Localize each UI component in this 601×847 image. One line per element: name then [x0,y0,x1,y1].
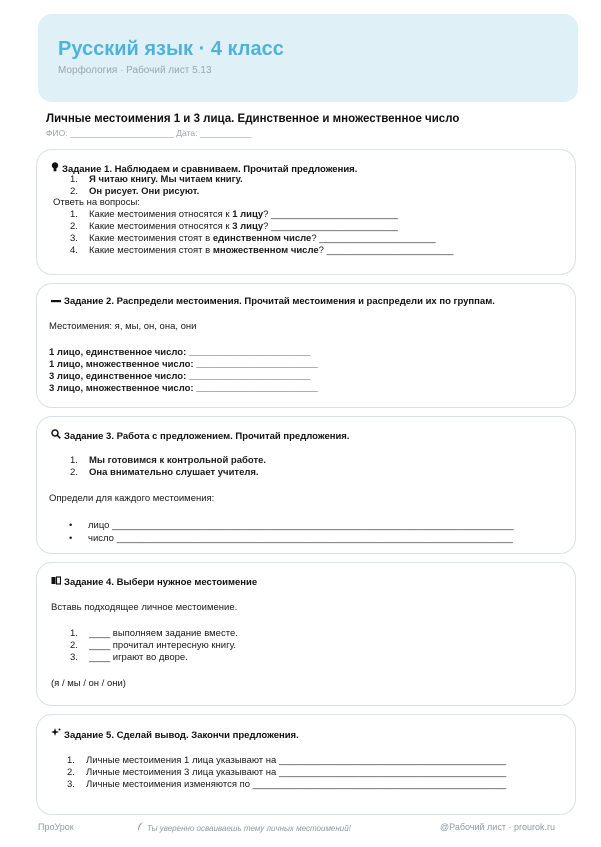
task2-title-row [51,296,495,307]
task5-item-3[interactable]: 3. Личные местоимения изменяются по ________________________________________________ [67,779,507,790]
task3-sentence-2: 2. Она внимательно слушает учителя. [70,467,259,478]
task3-sentence-1: 1. Мы готовимся к контрольной работе. [70,455,267,466]
task5-card [36,714,576,815]
task4-item-1[interactable]: 1. ____ выполняем задание вместе. [70,628,238,639]
sparkle-icon [51,728,61,740]
task2-pronouns: Местоимения: я, мы, он, она, они [49,321,197,332]
task2-group-3[interactable]: 3 лицо, единственное число: _______________________ [49,371,311,382]
footer-brand: ПроУрок [38,822,74,832]
task4-item-3[interactable]: 3. ____ играют во дворе. [70,652,188,663]
page-subtitle: Морфология · Рабочий лист 5.13 [58,65,212,76]
task1-question-2[interactable]: 2. Какие местоимения относятся к 3 лицу? ________________________ [70,221,398,232]
task4-item-2[interactable]: 2. ____ прочитал интересную книгу. [70,640,237,651]
book-icon [51,576,61,587]
task1-question-4[interactable]: 4. Какие местоимения стоят в множественном числе? ________________________ [70,245,454,256]
lightbulb-icon [51,162,59,174]
footer-message-row [137,822,351,833]
feather-icon [137,822,144,833]
task1-question-3[interactable]: 3. Какие местоимения стоят в единственном числе? ______________________ [70,233,436,244]
task3-define: Определи для каждого местоимения: [49,493,215,504]
task1-sentence-1: 1. Я читаю книгу. Мы читаем книгу. [70,174,243,185]
task2-group-4[interactable]: 3 лицо, множественное число: _______________________ [49,383,318,394]
footer-message: Ты уверенно осваиваешь тему личных местоимений! [147,824,351,833]
task5-title: Задание 5. Сделай вывод. Закончи предложения. [64,730,299,741]
task1-card [36,149,576,275]
footer-site: @Рабочий лист · prourok.ru [440,822,555,832]
task2-group-1[interactable]: 1 лицо, единственное число: _______________________ [49,347,311,358]
task4-card [36,562,576,706]
minus-icon [51,296,61,306]
task4-title: Задание 4. Выбери нужное местоимение [64,577,258,588]
task5-item-1[interactable]: 1. Личные местоимения 1 лица указывают на ___________________________________________ [67,755,507,766]
task3-title: Задание 3. Работа с предложением. Прочитай предложения. [64,431,350,442]
task3-bullet-1[interactable]: • лицо ____________________________________________________________________________ [69,520,514,531]
task3-title-row [51,429,349,442]
task1-title: Задание 1. Наблюдаем и сравниваем. Прочитай предложения. [62,164,358,175]
task3-bullet-2[interactable]: • число ___________________________________________________________________________ [69,533,513,544]
task1-question-1[interactable]: 1. Какие местоимения относятся к 1 лицу? ________________________ [70,209,398,220]
task2-card [36,283,576,408]
task4-instruction: Вставь подходящее личное местоимение. [51,602,238,613]
task3-card [36,416,576,554]
task2-title: Задание 2. Распредели местоимения. Прочитай местоимения и распредели их по группам. [64,296,495,307]
task5-title-row [51,728,299,741]
task1-answer-label: Ответь на вопросы: [53,197,140,208]
task2-group-2[interactable]: 1 лицо, множественное число: _______________________ [49,359,318,370]
page-title: Русский язык · 4 класс [58,38,284,60]
task1-sentence-2: 2. Он рисует. Они рисуют. [70,186,200,197]
task4-title-row [51,576,257,588]
lesson-title: Личные местоимения 1 и 3 лица. Единственное и множественное число [46,113,460,125]
fio-date-line: ФИО: ______________________ Дата: ___________ [46,128,252,138]
search-icon [51,429,61,441]
worksheet-header [38,14,578,102]
task5-item-2[interactable]: 2. Личные местоимения 3 лица указывают на ___________________________________________ [67,767,507,778]
task4-options: (я / мы / он / они) [51,678,126,689]
